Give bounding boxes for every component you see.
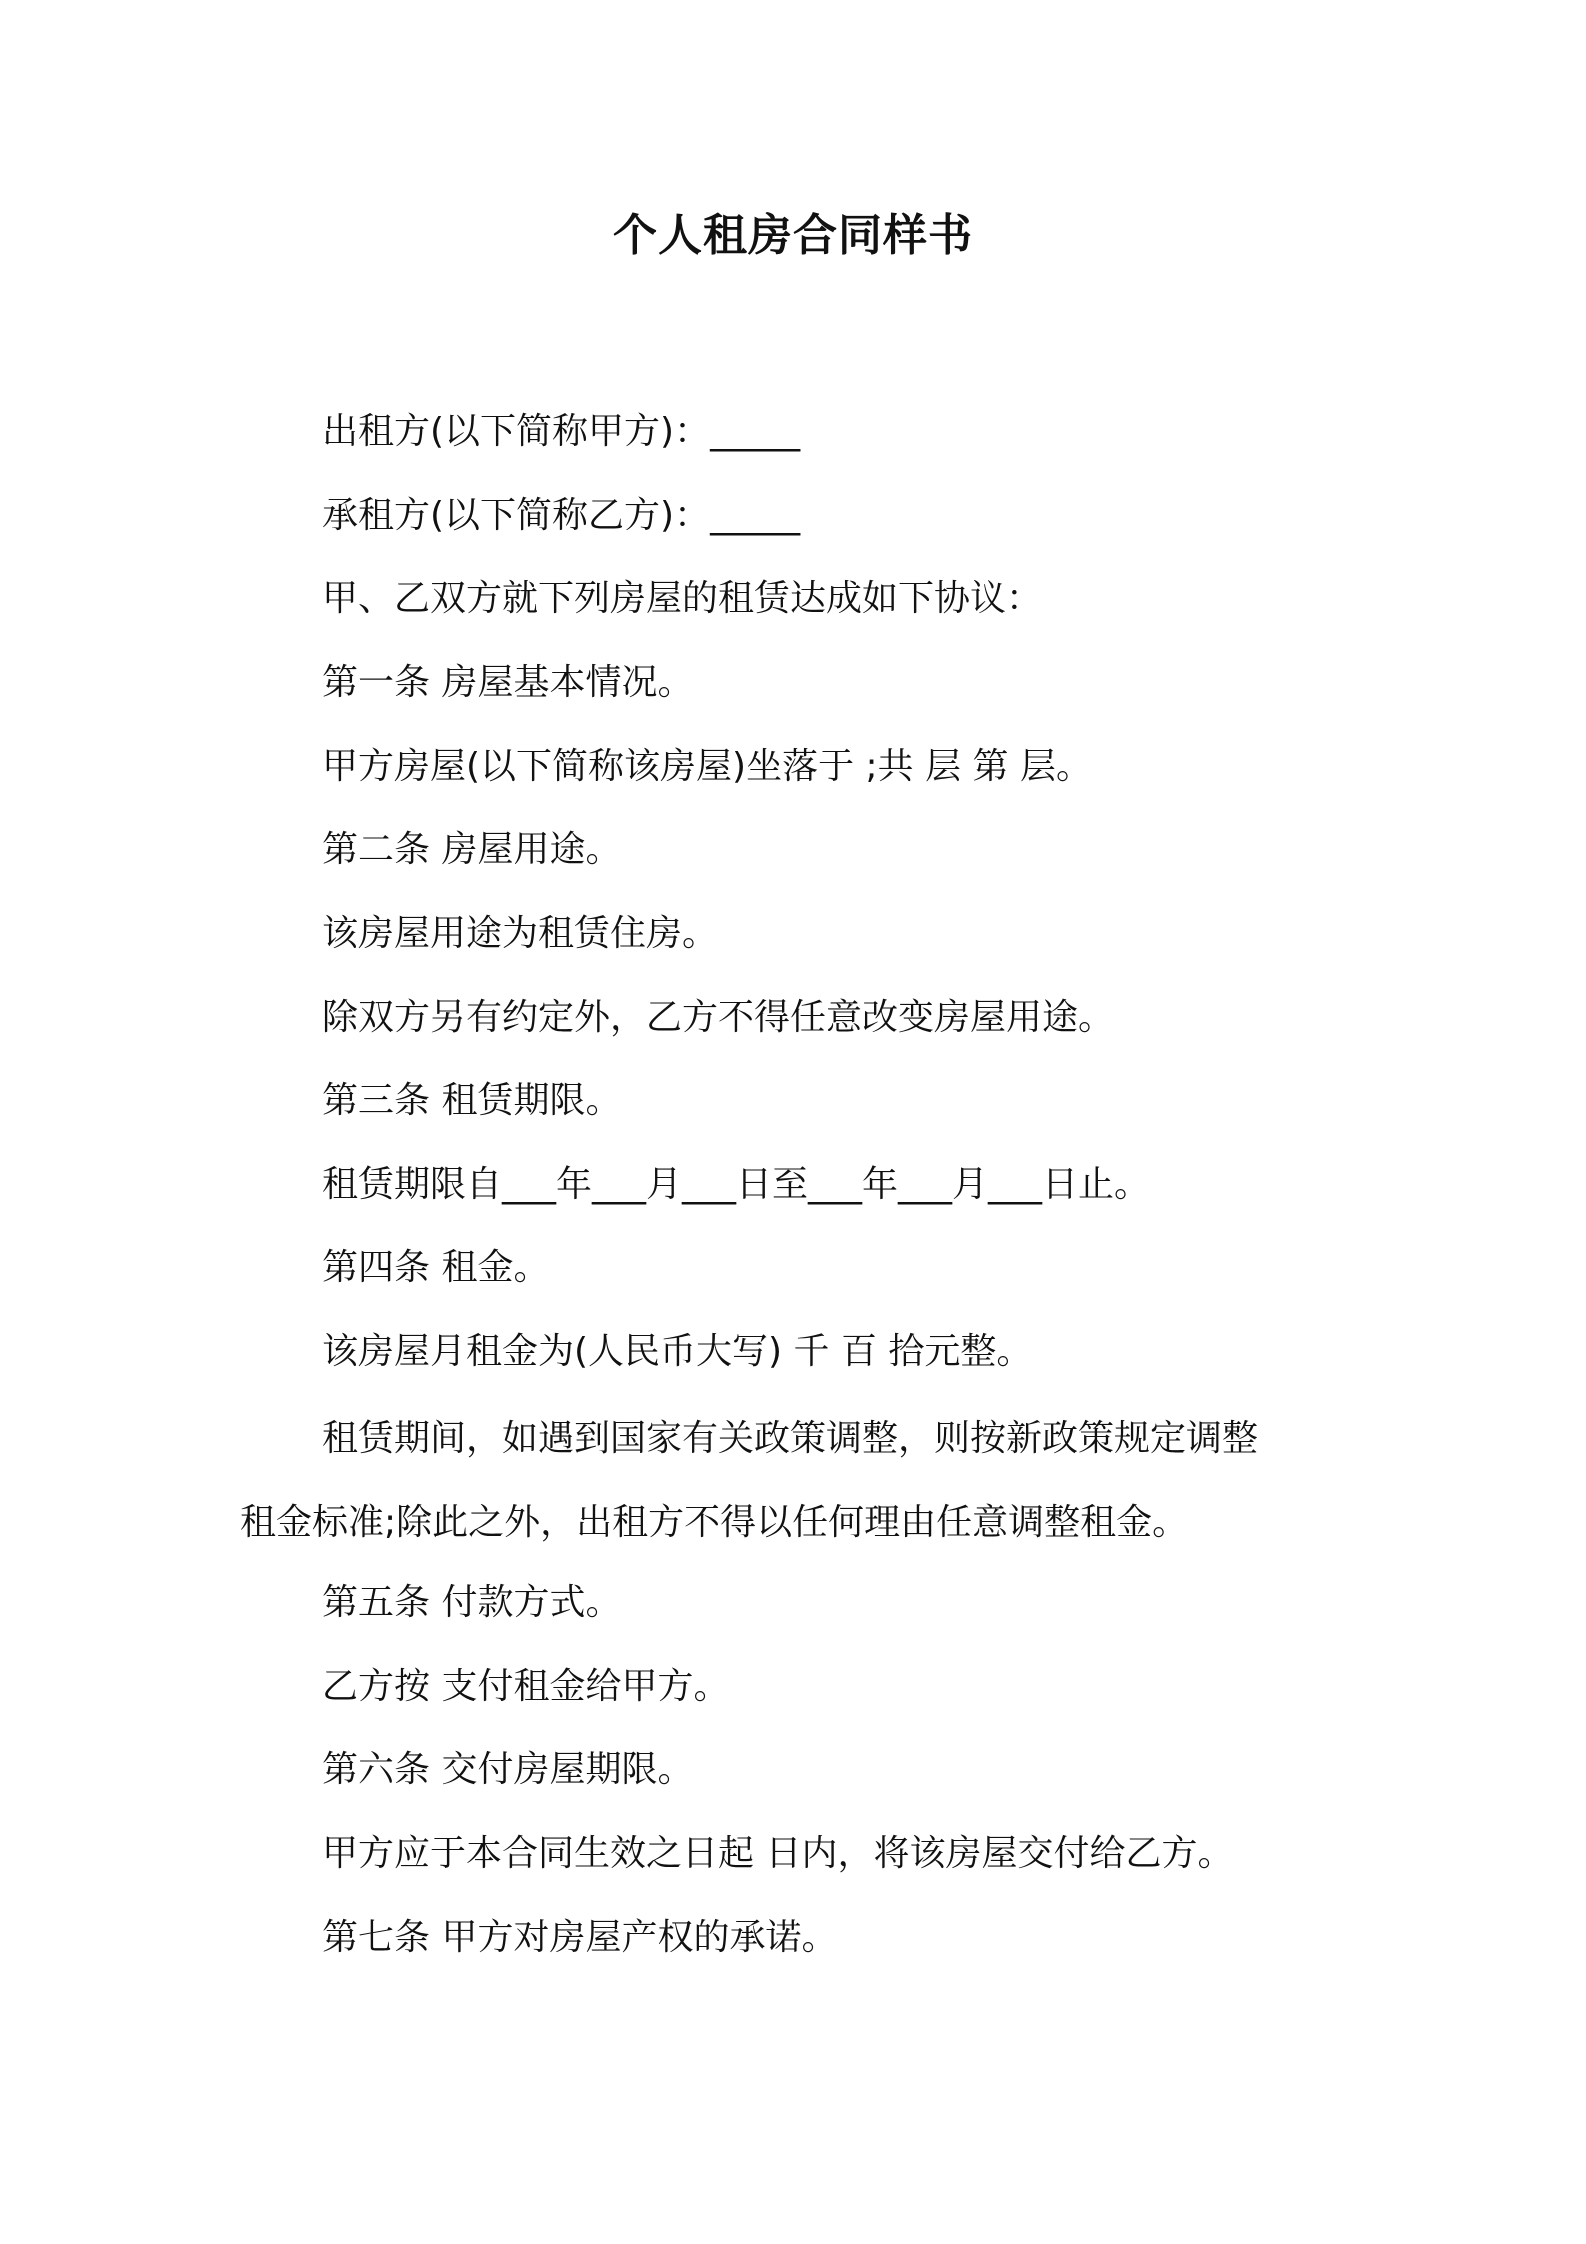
article-2-text-1: 该房屋用途为租赁住房。	[322, 913, 719, 954]
article-6-text: 甲方应于本合同生效之日起 日内，将该房屋交付给乙方。	[322, 1833, 1234, 1874]
article-1-text: 甲方房屋(以下简称该房屋)坐落于 ;共 层 第 层。	[322, 746, 1092, 787]
article-3-text: 租赁期限自___年___月___日至___年___月___日止。	[322, 1164, 1151, 1205]
article-5-text: 乙方按 支付租金给甲方。	[322, 1666, 730, 1707]
article-7-heading: 第七条 甲方对房屋产权的承诺。	[322, 1917, 838, 1958]
article-4-heading: 第四条 租金。	[322, 1247, 550, 1288]
article-5-heading: 第五条 付款方式。	[322, 1582, 622, 1623]
article-6-heading: 第六条 交付房屋期限。	[322, 1749, 694, 1790]
article-4-text-2: 租赁期间，如遇到国家有关政策调整，则按新政策规定调整租金标准;除此之外，出租方不得以任何理由任意调整租金。	[240, 1418, 1259, 1543]
article-2-heading: 第二条 房屋用途。	[322, 829, 622, 870]
article-2-text-2: 除双方另有约定外，乙方不得任意改变房屋用途。	[322, 997, 1115, 1038]
article-3-heading: 第三条 租赁期限。	[322, 1080, 622, 1121]
article-1-heading: 第一条 房屋基本情况。	[322, 662, 694, 703]
lessor-line: 出租方(以下简称甲方)：_____	[322, 411, 801, 452]
document-title: 个人租房合同样书	[613, 210, 973, 261]
article-4-text-1: 该房屋月租金为(人民币大写) 千 百 拾元整。	[322, 1331, 1033, 1372]
agreement-intro: 甲、乙双方就下列房屋的租赁达成如下协议：	[322, 578, 1043, 619]
lessee-line: 承租方(以下简称乙方)：_____	[322, 495, 801, 536]
